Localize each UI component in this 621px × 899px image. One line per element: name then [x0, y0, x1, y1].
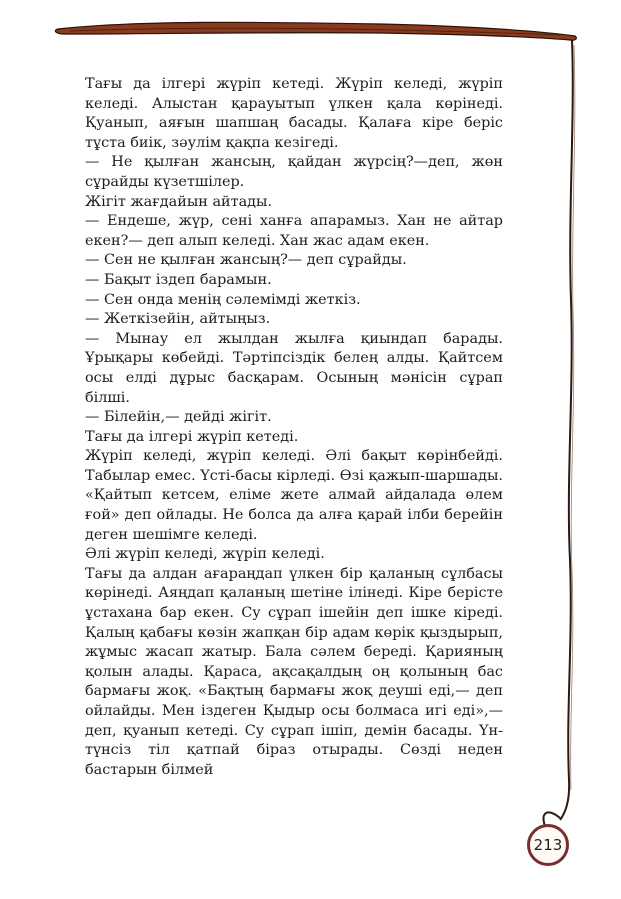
page-number: 213	[527, 824, 569, 866]
page-text	[85, 75, 503, 780]
paragraph-8: — Жеткізейін, айтыңыз.	[85, 311, 271, 328]
paragraph-12: Жүріп келеді, жүріп келеді. Әлі бақыт көрінбейді. Табылар емес. Үсті-басы кірледі. Өзі қажып-шаршады. «Қайтып кетсем, еліме жете алмай айдалада өлем ғой» деп ойлады. Не болса да алға қарай ілби берейін деген шешімге келеді.	[85, 448, 503, 543]
paragraph-5: — Сен не қылған жансың?— деп сұрайды.	[85, 252, 407, 269]
paragraph-4: — Ендеше, жүр, сені ханға апарамыз. Хан не айтар екен?— деп алып келеді. Хан жас адам екен.	[85, 213, 503, 249]
paragraph-10: — Білейін,— дейді жігіт.	[85, 409, 272, 426]
paragraph-6: — Бақыт іздеп барамын.	[85, 271, 272, 288]
right-border-line	[560, 40, 573, 820]
paragraph-7: — Сен онда менің сәлемімді жеткіз.	[85, 291, 361, 308]
paragraph-2: — Не қылған жансың, қайдан жүрсің?—деп, жөн сұрайды күзетшілер.	[85, 154, 503, 190]
paragraph-13: Әлі жүріп келеді, жүріп келеді.	[85, 546, 325, 563]
paragraph-9: — Мынау ел жылдан жылға қиындап барады. Ұрықары көбейді. Тәртіпсіздік белең алды. Қайтсем осы елді дұрыс басқарам. Осының мәнісін сұрап білші.	[85, 330, 503, 406]
paragraph-11: Тағы да ілгері жүріп кетеді.	[85, 428, 299, 445]
paragraph-1: Тағы да ілгері жүріп кетеді. Жүріп келеді, жүріп келеді. Алыстан қарауытып үлкен қала көрінеді. Қуанып, аяғын шапшаң басады. Қалаға кіре беріс тұста биік, зәулім қақпа кезігеді.	[85, 76, 503, 151]
top-brush-stroke	[55, 22, 576, 40]
paragraph-3: Жігіт жағдайын айтады.	[85, 193, 273, 210]
paragraph-14: Тағы да алдан ағараңдап үлкен бір қаланың сұлбасы көрінеді. Аяңдап қаланың шетіне ілінеді. Кіре берісте ұстахана бар екен. Су сұрап ішейін деп ішке кіреді. Қалың қабағы көзін жапқан бір адам көрік қыздырып, жұмыс жасап жатыр. Бала сәлем береді. Қарияның қолын алады. Қараса, ақсақалдың оң қолының бас бармағы жоқ. «Бақтың бармағы жоқ деуші еді,— деп ойлайды. Мен іздеген Қыдыр осы болмаса игі еді»,—деп, қуанып кетеді. Су сұрап ішіп, демін басады. Үн-түнсіз тіл қатпай біраз отырады. Сөзді неден бастарын білмей	[85, 565, 503, 778]
